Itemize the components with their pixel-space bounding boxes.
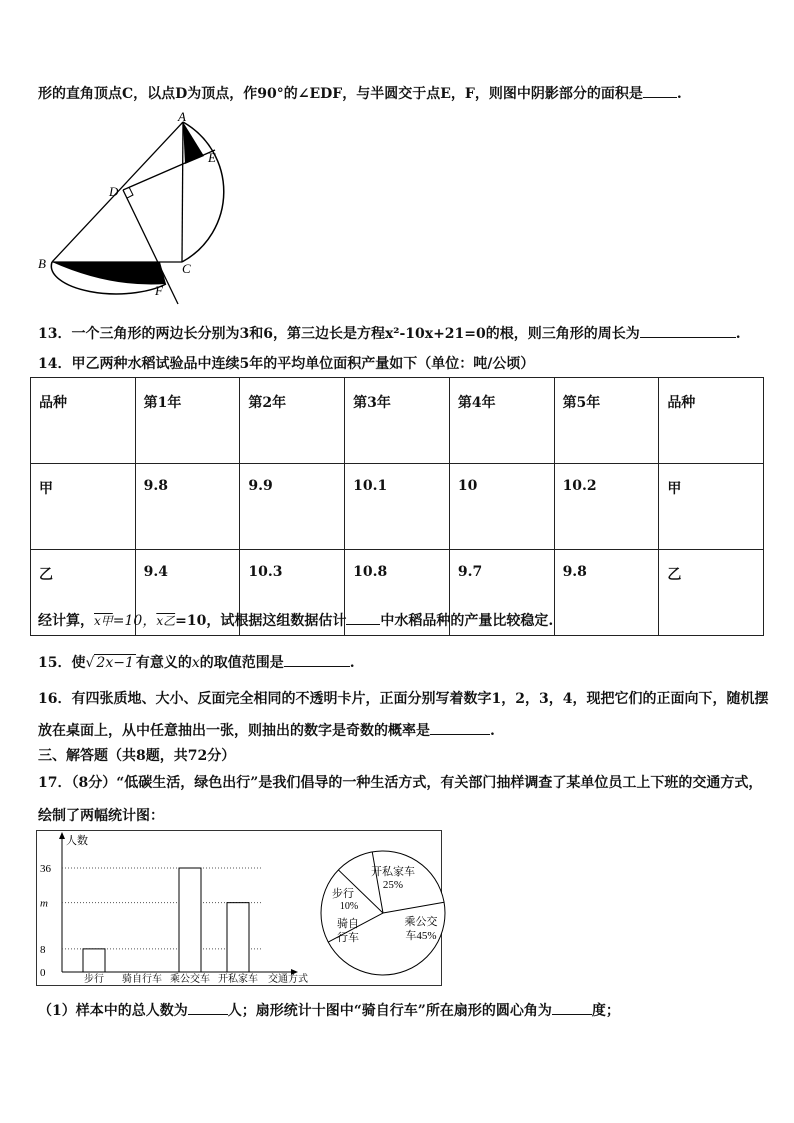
- bar-2: [179, 868, 201, 972]
- table-cell: 10.8: [345, 550, 450, 636]
- sqrt-radicand: 2x−1: [96, 655, 134, 671]
- q16-line1: 16．有四张质地、大小、反面完全相同的不透明卡片，正面分别写着数字1，2，3，4，现把它们的正面向下，随机摆: [38, 691, 769, 707]
- y-tick-label: m: [40, 897, 48, 910]
- q12-answer-blank[interactable]: [643, 85, 677, 98]
- label-e: E: [208, 150, 216, 165]
- line-ac: [182, 122, 183, 262]
- table-cell: 9.8: [554, 550, 659, 636]
- section3-heading: 三、解答题（共8题，共72分）: [38, 748, 236, 764]
- table-header-cell: 第3年: [345, 378, 450, 464]
- pie-slice-label: 开私家车 25%: [371, 866, 415, 891]
- table-cell: 10.1: [345, 464, 450, 550]
- y-tick-label: 0: [40, 967, 46, 979]
- table-header-cell: 品种: [659, 378, 764, 464]
- line-de: [123, 150, 215, 190]
- pie-chart: [316, 846, 450, 980]
- q17-line2: 绘制了两幅统计图：: [38, 808, 164, 824]
- q17-total-blank[interactable]: [188, 1002, 228, 1015]
- table-cell: 9.4: [135, 550, 240, 636]
- bar-0: [83, 949, 105, 972]
- x-tick-label: 开私家车: [218, 974, 258, 985]
- y-tick-label: 36: [40, 863, 51, 875]
- table-cell: 10.2: [554, 464, 659, 550]
- pie-slice-label: 步行 10%: [332, 888, 359, 912]
- q14-title: 14．甲乙两种水稻试验品中连续5年的平均单位面积产量如下（单位：吨/公顷）: [38, 356, 535, 372]
- table-cell: 乙: [31, 550, 136, 636]
- pie-slice-label: 乘公交车45%: [404, 916, 438, 942]
- table-header-cell: 第5年: [554, 378, 659, 464]
- q15-answer-blank[interactable]: [284, 654, 350, 667]
- q12-text: 形的直角顶点C，以点D为顶点，作90°的∠EDF，与半圆交于点E，F，则图中阴影部分的面积是 .: [38, 86, 682, 102]
- q13-answer-blank[interactable]: [640, 325, 736, 338]
- pie-slice-label: 骑自行车: [337, 918, 359, 944]
- yield-table: [30, 377, 764, 636]
- table-cell: 9.8: [135, 464, 240, 550]
- q13-text: 13．一个三角形的两边长分别为3和6，第三边长是方程x²-10x+21=0的根，则三角形的周长为 .: [38, 326, 741, 342]
- label-d: D: [109, 184, 119, 199]
- table-cell: 甲: [31, 464, 136, 550]
- shaded-region-bottom: [52, 262, 166, 285]
- bar-3: [227, 903, 249, 972]
- table-cell: 10.3: [240, 550, 345, 636]
- table-header-cell: 第2年: [240, 378, 345, 464]
- q17-angle-blank[interactable]: [552, 1002, 592, 1015]
- q17-sub1: （1）样本中的总人数为 人；扇形统计十图中“骑自行车”所在扇形的圆心角为 度；: [38, 1003, 620, 1019]
- mean-yi: x乙: [156, 614, 176, 628]
- table-header-cell: 第1年: [135, 378, 240, 464]
- line-df: [123, 190, 178, 304]
- q16-answer-blank[interactable]: [430, 722, 490, 735]
- q14-calc: 经计算，x甲=10，x乙=10，试根据这组数据估计 中水稻品种的产量比较稳定.: [38, 613, 554, 629]
- table-cell: 乙: [659, 550, 764, 636]
- x-tick-label: 步行: [84, 974, 104, 985]
- table-row: [31, 464, 764, 550]
- x-tick-label: 骑自行车: [122, 974, 162, 985]
- label-a: A: [178, 112, 186, 124]
- table-header-cell: 第4年: [449, 378, 554, 464]
- table-cell: 9.9: [240, 464, 345, 550]
- q16-line2: 放在桌面上，从中任意抽出一张，则抽出的数字是奇数的概率是 .: [38, 723, 495, 739]
- table-header-cell: 品种: [31, 378, 136, 464]
- x-tick-label: 乘公交车: [170, 974, 210, 985]
- q14-answer-blank[interactable]: [346, 612, 380, 625]
- mean-jia: x甲: [94, 614, 113, 628]
- x-axis-label: 交通方式: [268, 974, 308, 985]
- table-cell: 甲: [659, 464, 764, 550]
- q12-semicircle-figure: [30, 112, 250, 312]
- y-axis-label: 人数: [66, 835, 88, 847]
- table-header-row: [31, 378, 764, 464]
- label-c: C: [182, 261, 191, 276]
- y-axis-arrow: [59, 832, 65, 839]
- table-cell: 10: [449, 464, 554, 550]
- label-f: F: [155, 283, 163, 298]
- q15-text: 15．使√ 2x−1 有意义的x的取值范围是 .: [38, 655, 355, 671]
- table-cell: 9.7: [449, 550, 554, 636]
- q17-line1: 17．（8分）“低碳生活，绿色出行”是我们倡导的一种生活方式，有关部门抽样调查了某单位员工上下班的交通方式，: [38, 775, 763, 791]
- y-tick-label: 8: [40, 943, 46, 956]
- label-b: B: [38, 256, 46, 271]
- right-angle-mark: [127, 187, 133, 198]
